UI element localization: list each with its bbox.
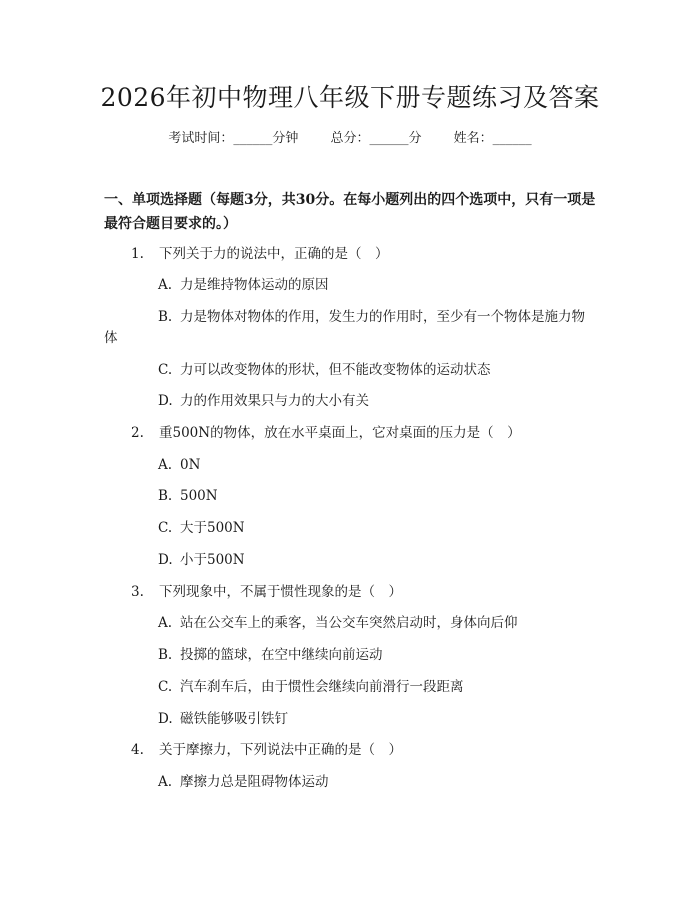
question-number: 1. xyxy=(131,246,144,262)
option-letter: B. xyxy=(158,647,173,663)
answer-option xyxy=(158,275,329,295)
section-heading: 一、单项选择题（每题3分，共30分。在每小题列出的四个选项中，只有一项是最符合题目要求的。） xyxy=(104,192,596,232)
question-text: 关于摩擦力，下列说法中正确的是（ ） xyxy=(159,742,402,758)
exam-meta xyxy=(0,129,700,149)
option-letter: C. xyxy=(158,362,173,378)
page-title: 2026年初中物理八年级下册专题练习及答案 xyxy=(100,83,600,112)
exam-time-field: 考试时间：______分钟 xyxy=(168,131,299,146)
answer-option xyxy=(158,518,245,538)
option-text: 力可以改变物体的形状，但不能改变物体的运动状态 xyxy=(180,362,491,378)
option-letter: A. xyxy=(158,615,173,631)
answer-option xyxy=(158,550,245,570)
option-text: 0N xyxy=(180,457,201,473)
question-number: 4. xyxy=(131,742,144,758)
option-text: 力的作用效果只与力的大小有关 xyxy=(180,393,369,409)
option-text: 大于500N xyxy=(180,520,245,536)
answer-option xyxy=(158,645,383,665)
option-letter: C. xyxy=(158,520,173,536)
question-stem xyxy=(131,244,389,264)
question-text: 下列关于力的说法中，正确的是（ ） xyxy=(159,246,389,262)
option-text: 500N xyxy=(180,488,218,504)
option-text: 投掷的篮球，在空中继续向前运动 xyxy=(180,647,383,663)
answer-option xyxy=(158,613,518,633)
option-letter: D. xyxy=(158,711,173,727)
option-letter: B. xyxy=(158,309,173,325)
question-stem xyxy=(131,582,402,602)
option-letter: A. xyxy=(158,277,173,293)
option-text: 汽车刹车后，由于惯性会继续向前滑行一段距离 xyxy=(180,679,464,695)
option-text: 站在公交车上的乘客，当公交车突然启动时，身体向后仰 xyxy=(180,615,518,631)
total-score-field: 总分：______分 xyxy=(330,131,422,146)
answer-option xyxy=(158,391,369,411)
question-text: 下列现象中，不属于惯性现象的是（ ） xyxy=(159,584,402,600)
question-text: 重500N的物体，放在水平桌面上，它对桌面的压力是（ ） xyxy=(159,425,521,441)
answer-option xyxy=(158,772,329,792)
answer-option xyxy=(158,709,288,729)
option-letter: C. xyxy=(158,679,173,695)
option-letter: D. xyxy=(158,393,173,409)
option-text: 力是维持物体运动的原因 xyxy=(180,277,329,293)
option-letter: B. xyxy=(158,488,173,504)
option-letter: A. xyxy=(158,457,173,473)
answer-option xyxy=(158,486,218,506)
option-letter: D. xyxy=(158,552,173,568)
option-text: 摩擦力总是阻碍物体运动 xyxy=(180,774,329,790)
answer-option xyxy=(158,677,464,697)
option-text: 磁铁能够吸引铁钉 xyxy=(180,711,288,727)
answer-option xyxy=(158,455,200,475)
option-letter: A. xyxy=(158,774,173,790)
answer-option xyxy=(158,360,491,380)
question-stem xyxy=(131,423,521,443)
question-stem xyxy=(131,740,402,760)
student-name-field: 姓名：______ xyxy=(453,131,532,146)
question-number: 2. xyxy=(131,425,144,441)
question-number: 3. xyxy=(131,584,144,600)
option-text: 小于500N xyxy=(180,552,245,568)
answer-option xyxy=(158,307,585,327)
option-text: 力是物体对物体的作用，发生力的作用时，至少有一个物体是施力物 xyxy=(180,309,585,325)
option-text-continuation: 体 xyxy=(104,330,118,346)
